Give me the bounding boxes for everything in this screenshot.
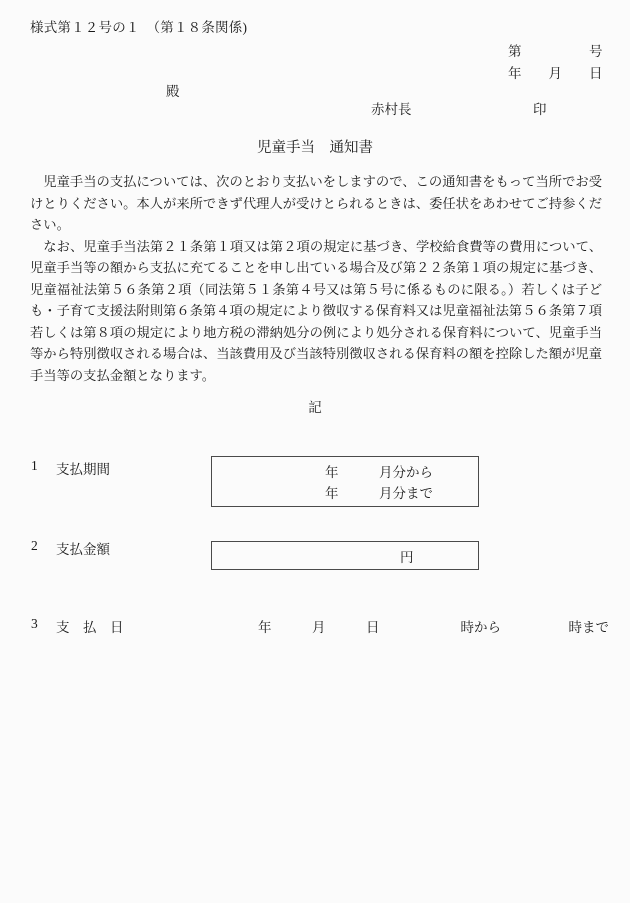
issuer-name: 赤村長 [371, 102, 412, 117]
body-paragraph-2: なお、児童手当法第２１条第１項又は第２項の規定に基づき、学校給食費等の費用について、児童手当等の額から支払に充てることを申し出ている場合及び第２２条第１項の規定に基づき、児童福祉法第５６条第２項（同法第５１条第４号又は第５号に係るものに限る。）若しくは子ども・子育て支援法附則第６条第４項の規定により徴収する保育料又は児童福祉法第５６条第７項若しくは第８項の規定により地方税の滞納処分の例により処分される保育料について、児童手当等から特別徴収される場合は、当該費用及び当該特別徴収される保育料の額を控除した額が児童手当等の支払金額となります。 [30, 238, 602, 383]
form-number: 様式第１２号の１ （第１８条関係) [30, 20, 248, 35]
page-title: 児童手当 通知書 [257, 140, 373, 156]
ki-marker: 記 [308, 400, 322, 415]
item-label-payment-period: 支払期間 [56, 462, 110, 477]
body-paragraph-1: 児童手当の支払については、次のとおり支払いをしますので、この通知書をもって当所でお受けとりください。本人が来所できず代理人が受けとられるときは、委任状をあわせてご持参ください。 [30, 174, 602, 232]
payment-period-to: 年 月分まで [325, 486, 433, 501]
item-label-payment-amount: 支払金額 [56, 542, 110, 557]
item-number-3: 3 [31, 616, 38, 631]
payment-amount-box[interactable] [211, 541, 479, 570]
currency-unit: 円 [400, 550, 414, 565]
item-number-1: 1 [31, 458, 38, 473]
document-number-line: 第 号 [508, 44, 603, 59]
payment-period-from: 年 月分から [325, 465, 433, 480]
payment-date-fields: 年 月 日 時から 時まで [258, 620, 609, 635]
payment-period-box[interactable] [211, 456, 479, 507]
body-text [30, 171, 602, 386]
item-label-payment-date: 支 払 日 [56, 620, 124, 635]
addressee-honorific: 殿 [166, 84, 180, 99]
document-date-line: 年 月 日 [508, 66, 603, 81]
seal-mark: 印 [533, 102, 547, 117]
item-number-2: 2 [31, 538, 38, 553]
